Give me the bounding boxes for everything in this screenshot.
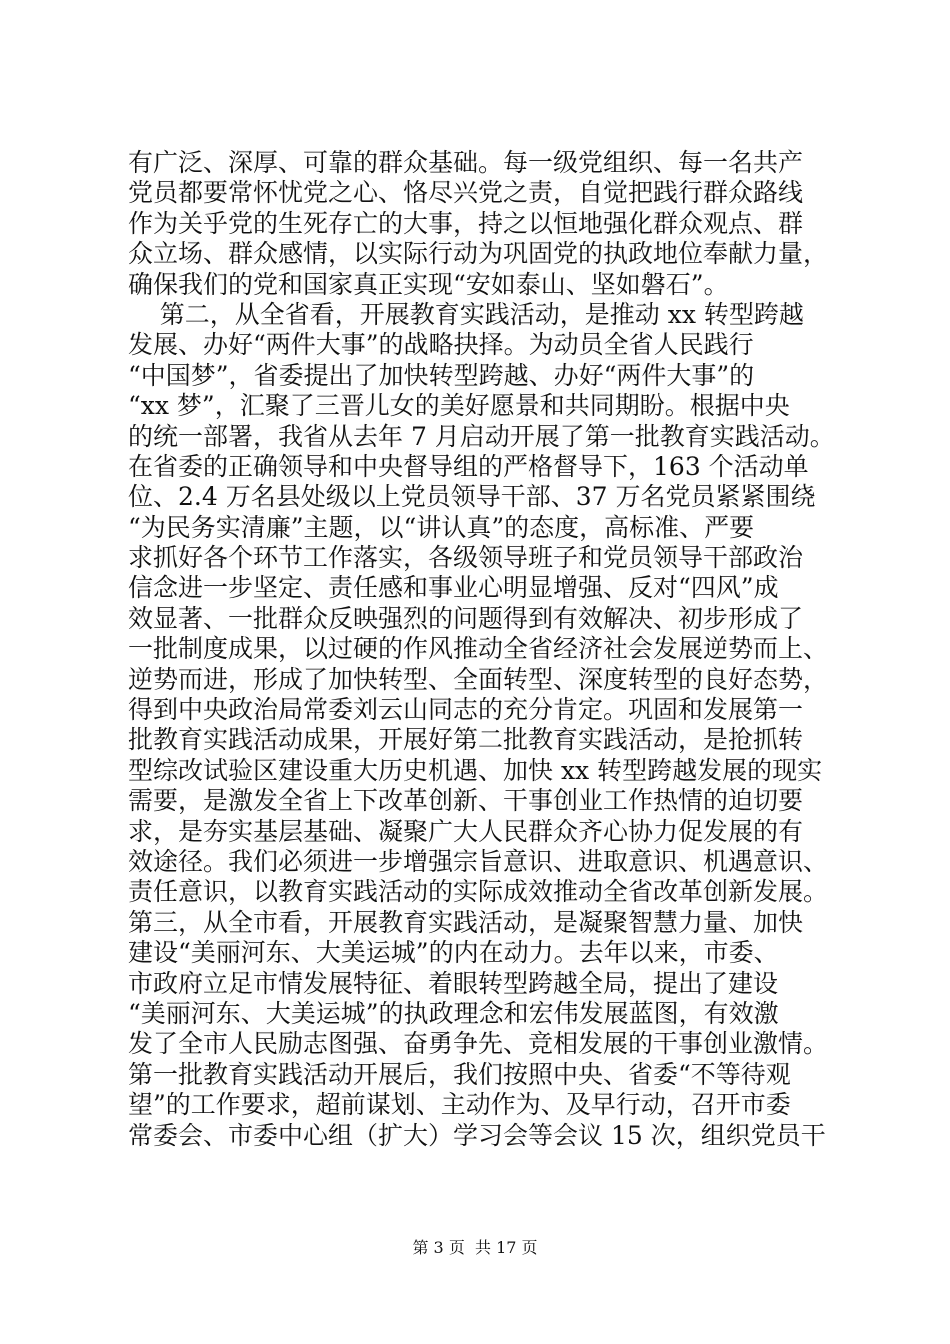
text-line: 求抓好各个环节工作落实，各级领导班子和党员领导干部政治 <box>128 543 804 573</box>
text-line: “为民务实清廉”主题，以“讲认真”的态度，高标准、严要 <box>128 512 755 542</box>
text-line: 望”的工作要求，超前谋划、主动作为、及早行动，召开市委 <box>128 1090 791 1120</box>
text-line: 责任意识，以教育实践活动的实际成效推动全省改革创新发展。 <box>128 877 829 907</box>
text-line: 建设“美丽河东、大美运城”的内在动力。去年以来，市委、 <box>128 938 779 968</box>
text-line: 效途径。我们必须进一步增强宗旨意识、进取意识、机遇意识、 <box>128 846 829 876</box>
text-line: 型综改试验区建设重大历史机遇、加快 xx 转型跨越发展的现实 <box>128 755 823 785</box>
text-line: 得到中央政治局常委刘云山同志的充分肯定。巩固和发展第一 <box>128 695 804 725</box>
text-line: 常委会、市委中心组（扩大）学习会等会议 15 次，组织党员干 <box>128 1120 826 1150</box>
text-line: 逆势而进，形成了加快转型、全面转型、深度转型的良好态势， <box>128 664 829 694</box>
text-line: 信念进一步坚定、责任感和事业心明显增强、反对“四风”成 <box>128 573 779 603</box>
text-line: 批教育实践活动成果，开展好第二批教育实践活动，是抢抓转 <box>128 725 804 755</box>
text-line: 需要，是激发全省上下改革创新、干事创业工作热情的迫切要 <box>128 786 804 816</box>
text-line: 一批制度成果，以过硬的作风推动全省经济社会发展逆势而上、 <box>128 634 829 664</box>
text-line: 作为关乎党的生死存亡的大事，持之以恒地强化群众观点、群 <box>128 208 804 238</box>
text-line: 第三，从全市看，开展教育实践活动，是凝聚智慧力量、加快 <box>128 907 804 937</box>
text-line: 的统一部署，我省从去年 7 月启动开展了第一批教育实践活动。 <box>128 421 835 451</box>
text-line: 在省委的正确领导和中央督导组的严格督导下，163 个活动单 <box>128 451 809 481</box>
text-line: 众立场、群众感情，以实际行动为巩固党的执政地位奉献力量， <box>128 239 829 269</box>
text-line: “中国梦”，省委提出了加快转型跨越、办好“两件大事”的 <box>128 360 755 390</box>
text-line: “美丽河东、大美运城”的执政理念和宏伟发展蓝图，有效激 <box>128 998 779 1028</box>
text-line: “xx 梦”，汇聚了三晋儿女的美好愿景和共同期盼。根据中央 <box>128 391 790 421</box>
text-line: 效显著、一批群众反映强烈的问题得到有效解决、初步形成了 <box>128 603 804 633</box>
text-line: 市政府立足市情发展特征、着眼转型跨越全局，提出了建设 <box>128 968 779 998</box>
text-line: 第二，从全省看，开展教育实践活动，是推动 xx 转型跨越 <box>128 299 804 329</box>
text-line: 第一批教育实践活动开展后，我们按照中央、省委“不等待观 <box>128 1059 791 1089</box>
text-line: 党员都要常怀忧党之心、恪尽兴党之责，自觉把践行群众路线 <box>128 178 804 208</box>
text-line: 有广泛、深厚、可靠的群众基础。每一级党组织、每一名共产 <box>128 148 804 177</box>
text-line: 确保我们的党和国家真正实现“安如泰山、坚如磐石”。 <box>128 269 729 299</box>
page-number-footer: 第 3 页 共 17 页 <box>412 1238 538 1257</box>
text-line: 发了全市人民励志图强、奋勇争先、竞相发展的干事创业激情。 <box>128 1029 829 1059</box>
text-line: 位、2.4 万名县处级以上党员领导干部、37 万名党员紧紧围绕 <box>128 482 816 512</box>
body-text <box>128 148 838 1151</box>
text-line: 求，是夯实基层基础、凝聚广大人民群众齐心协力促发展的有 <box>128 816 804 846</box>
text-line: 发展、办好“两件大事”的战略抉择。为动员全省人民践行 <box>128 330 754 360</box>
